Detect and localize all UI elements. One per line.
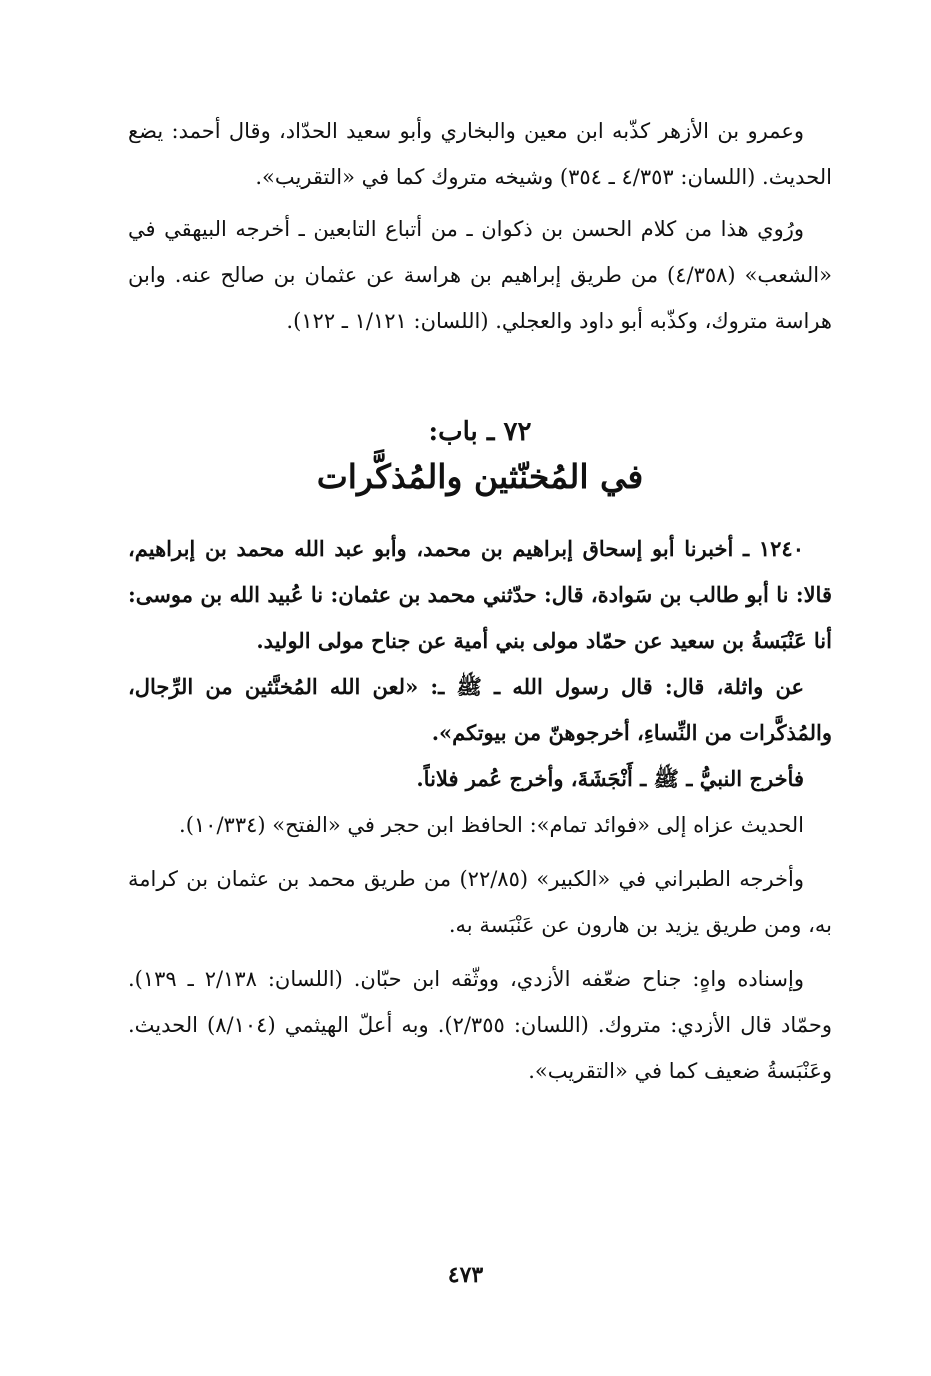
chapter-heading xyxy=(128,412,832,502)
footnote-paragraph-1: وعمرو بن الأزهر كذّبه ابن معين والبخاري وأبو سعيد الحدّاد، وقال أحمد: يضع الحديث. (اللسان: ٤/٣٥٣ ـ ٣٥٤) وشيخه متروك كما في «التقريب». xyxy=(128,119,832,189)
page-body xyxy=(128,108,832,1094)
page-number: ٤٧٣ xyxy=(447,1262,484,1288)
commentary-paragraph-1: الحديث عزاه إلى «فوائد تمام»: الحافظ ابن حجر في «الفتح» (١٠/٣٣٤). xyxy=(179,813,804,837)
chapter-title: في المُخنّثين والمُذكَّرات xyxy=(316,457,644,496)
footnote-paragraph-2: ورُوي هذا من كلام الحسن بن ذكوان ـ من أتباع التابعين ـ أخرجه البيهقي في «الشعب» (٤/٣٥٨) من طريق إبراهيم بن هراسة عن عثمان بن صالح عنه. وابن هراسة متروك، وكذّبه أبو داود والعجلي. (اللسان: ١/١٢١ ـ ١٢٢). xyxy=(128,217,832,333)
hadith-isnad: ١٢٤٠ ـ أخبرنا أبو إسحاق إبراهيم بن محمد، وأبو عبد الله محمد بن إبراهيم، قالا: نا أبو طالب بن سَوادة، قال: حدّثني محمد بن عثمان: نا عُبيد الله بن موسى: أنا عَنْبَسةُ بن سعيد عن حمّاد مولى بني أمية عن جناح مولى الوليد. xyxy=(128,536,832,653)
commentary-paragraph-2: وأخرجه الطبراني في «الكبير» (٢٢/٨٥) من طريق محمد بن عثمان بن كرامة به، ومن طريق يزيد بن هارون عن عَنْبَسة به. xyxy=(128,867,832,937)
hadith-addition: فأخرج النبيُّ ـ ﷺ ـ أَنْجَشَةَ، وأخرج عُمر فلاناً. xyxy=(416,766,804,791)
chapter-number: ٧٢ ـ باب: xyxy=(428,417,532,447)
hadith-matn: عن واثلة، قال: قال رسول الله ـ ﷺ ـ: «لعن الله المُخنَّثين من الرِّجال، والمُذكَّرات من النِّساءِ، أخرجوهنّ من بيوتكم». xyxy=(128,674,832,745)
commentary-paragraph-3: وإسناده واهٍ: جناح ضعّفه الأزدي، ووثّقه ابن حبّان. (اللسان: ٢/١٣٨ ـ ١٣٩). وحمّاد قال الأزدي: متروك. (اللسان: ٢/٣٥٥). وبه أعلّ الهيثمي (٨/١٠٤) الحديث. وعَنْبَسةُ ضعيف كما في «التقريب». xyxy=(128,967,832,1083)
